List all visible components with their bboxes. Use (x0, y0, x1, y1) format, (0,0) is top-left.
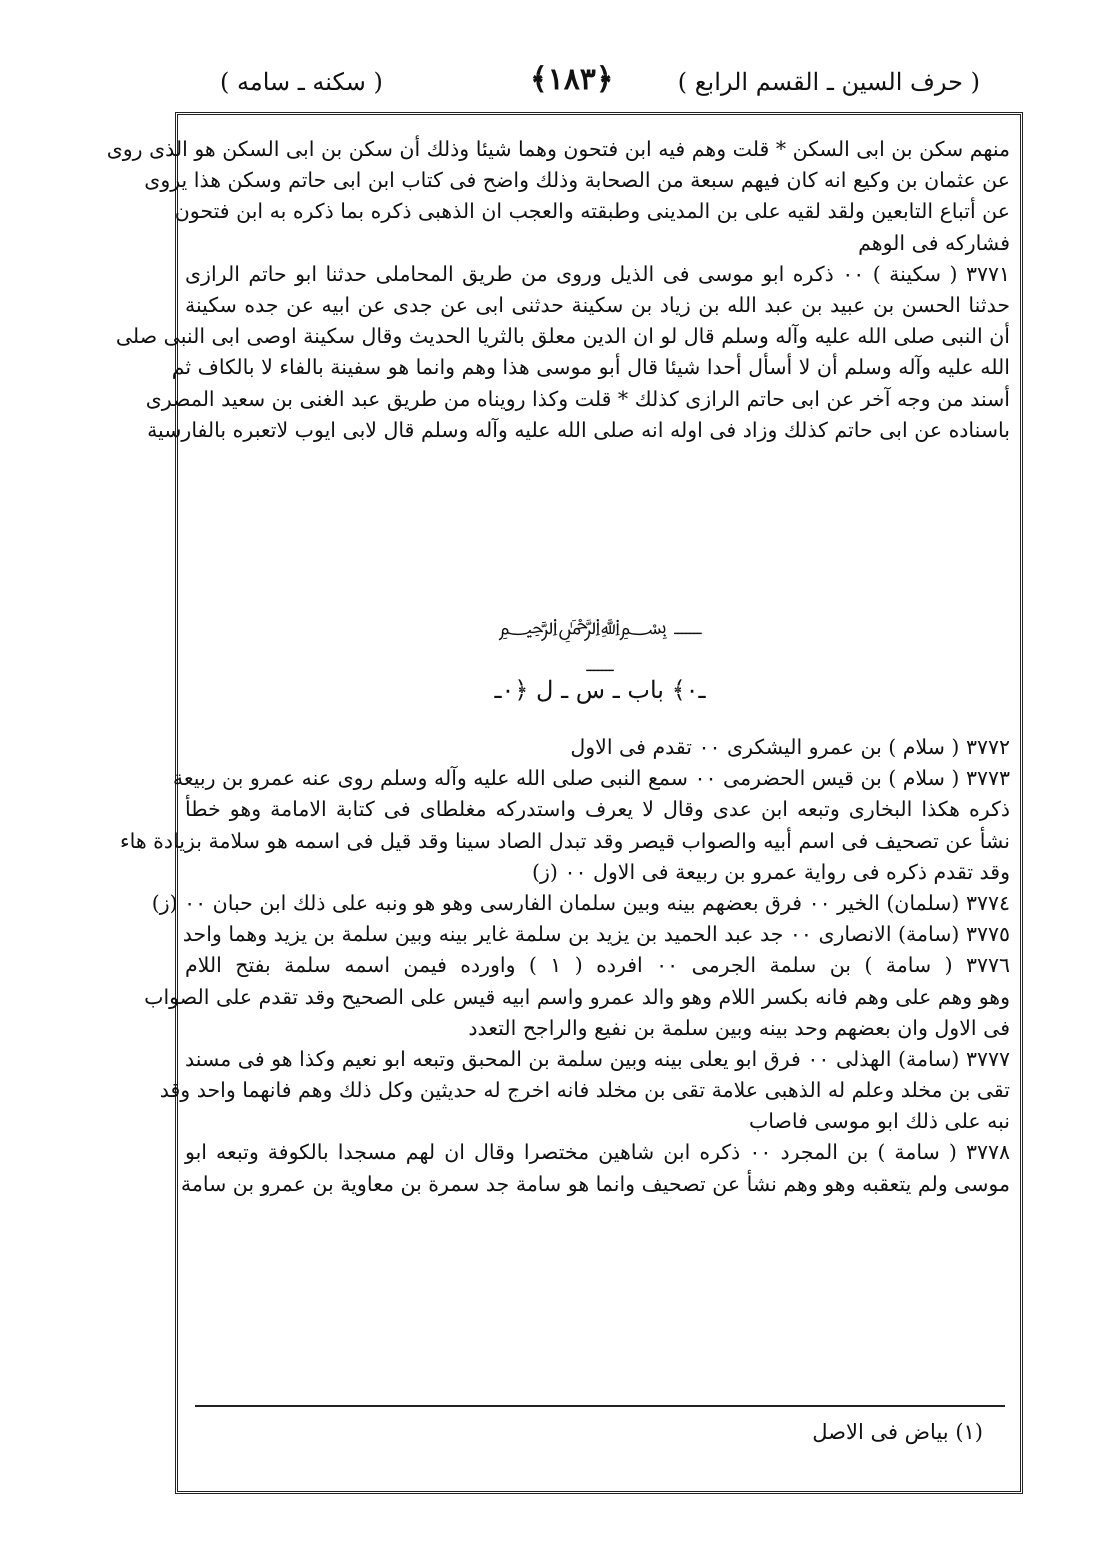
header-section-title: ( حرف السين ـ القسم الرابع ) (677, 68, 980, 96)
text-block-2 (119, 732, 1010, 1200)
footnote: (١) بياض فى الاصل (812, 1420, 983, 1444)
text-line: نبه على ذلك ابو موسى فاصاب (748, 1109, 1010, 1134)
text-line: عن أتباع التابعين ولقد لقيه على بن المدينى وطبقته والعجب ان الذهبى ذكره بما ذكره به ابن فتحون (174, 199, 1010, 224)
text-line: نشأ عن تصحيف فى اسم أبيه والصواب قيصر وقد تبدل الصاد سينا وقد قيل فى اسمه هو سلامة بزيادة هاء (119, 828, 1010, 853)
header-entry-range: ( سكنه ـ سامه ) (220, 68, 383, 96)
page-number: ﴿١٨٣﴾ (530, 62, 614, 97)
text-line: وقد تقدم ذكره فى رواية عمرو بن ربيعة فى الاول ٠٠ (ز) (532, 859, 1010, 884)
text-line: وهو وهم على وهم فانه بكسر اللام وهو والد عمرو واسم ابيه قيس على الصحيح وقد تقدم على الصواب (144, 984, 1010, 1009)
text-line: ٣٧٧٤ (سلمان) الخير ٠٠ فرق بعضهم بينه وبين سلمان الفارسى وهو هو ونبه على ذلك ابن حبان ٠٠ (ز) (151, 890, 1010, 915)
text-line: تقى بن مخلد وعلم له الذهبى علامة تقى بن مخلد فانه اخرج له حديثين وكل ذلك وهم فانهما واحد وقد (159, 1078, 1010, 1103)
text-line: ذكره هكذا البخارى وتبعه ابن عدى وقال لا يعرف واستدركه مغلطاى فى كتابة الامامة وهو خطأ (185, 797, 1010, 822)
text-block-1 (106, 134, 1010, 446)
text-line: أن النبى صلى الله عليه وآله وسلم قال لو ان الدين معلق بالثريا الحديث وقال سكينة اوصى ابى النبى صلى (115, 324, 1010, 349)
text-line: أسند من وجه آخر عن ابى حاتم الرازى كذلك * قلت وكذا رويناه من طريق عبد الغنى بن سعيد المصرى (145, 386, 1010, 411)
text-line: فى الاول وان بعضهم وحد بينه وبين سلمة بن نفيع والراجح التعدد (468, 1015, 1010, 1040)
text-line: حدثنا الحسن بن عبيد بن عبد الله بن زياد بن سكينة حدثنى ابى عن جدى عن ابيه عن جده سكينة (185, 292, 1010, 317)
text-line: عن عثمان بن وكيع انه كان فيهم سبعة من الصحابة وذلك واضح فى كتاب ابن ابى حاتم وسكن هذا يروى (144, 168, 1010, 193)
text-line: منهم سكن بن ابى السكن * قلت وهم فيه ابن فتحون وهما شيئا وذلك أن سكن بن ابى السكن هو الذى روى (106, 137, 1010, 161)
text-line: ٣٧٧٦ ( سامة ) بن سلمة الجرمى ٠٠ افرده ( ١ ) واورده فيمن اسمه سلمة بفتح اللام (185, 953, 1010, 978)
text-line: ٣٧٧٥ (سامة) الانصارى ٠٠ جد عبد الحميد بن يزيد بن سلمة غاير بينه وبين سلمة بن يزيد وهما واحد (182, 922, 1010, 947)
text-line: باسناده عن ابى حاتم كذلك وزاد فى اوله انه صلى الله عليه وآله وسلم قال لابى ايوب لاتعبره بالفارسية (147, 417, 1010, 442)
text-line: فشاركه فى الوهم (858, 230, 1010, 255)
text-line: ٣٧٧٣ ( سلام ) بن قيس الحضرمى ٠٠ سمع النبى صلى الله عليه وآله وسلم روى عنه عمرو بن ربيعة (172, 766, 1010, 791)
chapter-title: ـ٠﴾ باب ـ س ـ ل ﴿٠ـ (494, 676, 706, 704)
ornament-divider: ـــــــ ﷽ ـــــــ (498, 615, 702, 677)
page-header (200, 62, 980, 112)
text-line: موسى ولم يتعقبه وهو وهم نشأ عن تصحيف وانما هو سامة جد سمرة بن معاوية بن عمرو بن سامة (180, 1171, 1010, 1196)
text-line: الله عليه وآله وسلم أن لا أسأل أحدا شيئا قال أبو موسى هذا وهم وانما هو سفينة بالفاء لا بالكاف ثم (171, 355, 1010, 380)
text-line: ٣٧٧٨ ( سامة ) بن المجرد ٠٠ ذكره ابن شاهين مختصرا وقال ان لهم مسجدا بالكوفة وتبعه ابو (185, 1140, 1010, 1165)
footnote-rule (195, 1405, 1005, 1407)
text-line: ٣٧٧٢ ( سلام ) بن عمرو اليشكرى ٠٠ تقدم فى الاول (570, 735, 1010, 759)
text-line: ٣٧٧٧ (سامة) الهذلى ٠٠ فرق ابو يعلى بينه وبين سلمة بن المحبق وتبعه ابو نعيم وكذا هو فى مسند (185, 1046, 1010, 1071)
text-line: ٣٧٧١ ( سكينة ) ٠٠ ذكره ابو موسى فى الذيل وروى من طريق المحاملى حدثنا ابو حاتم الرازى (185, 261, 1010, 286)
